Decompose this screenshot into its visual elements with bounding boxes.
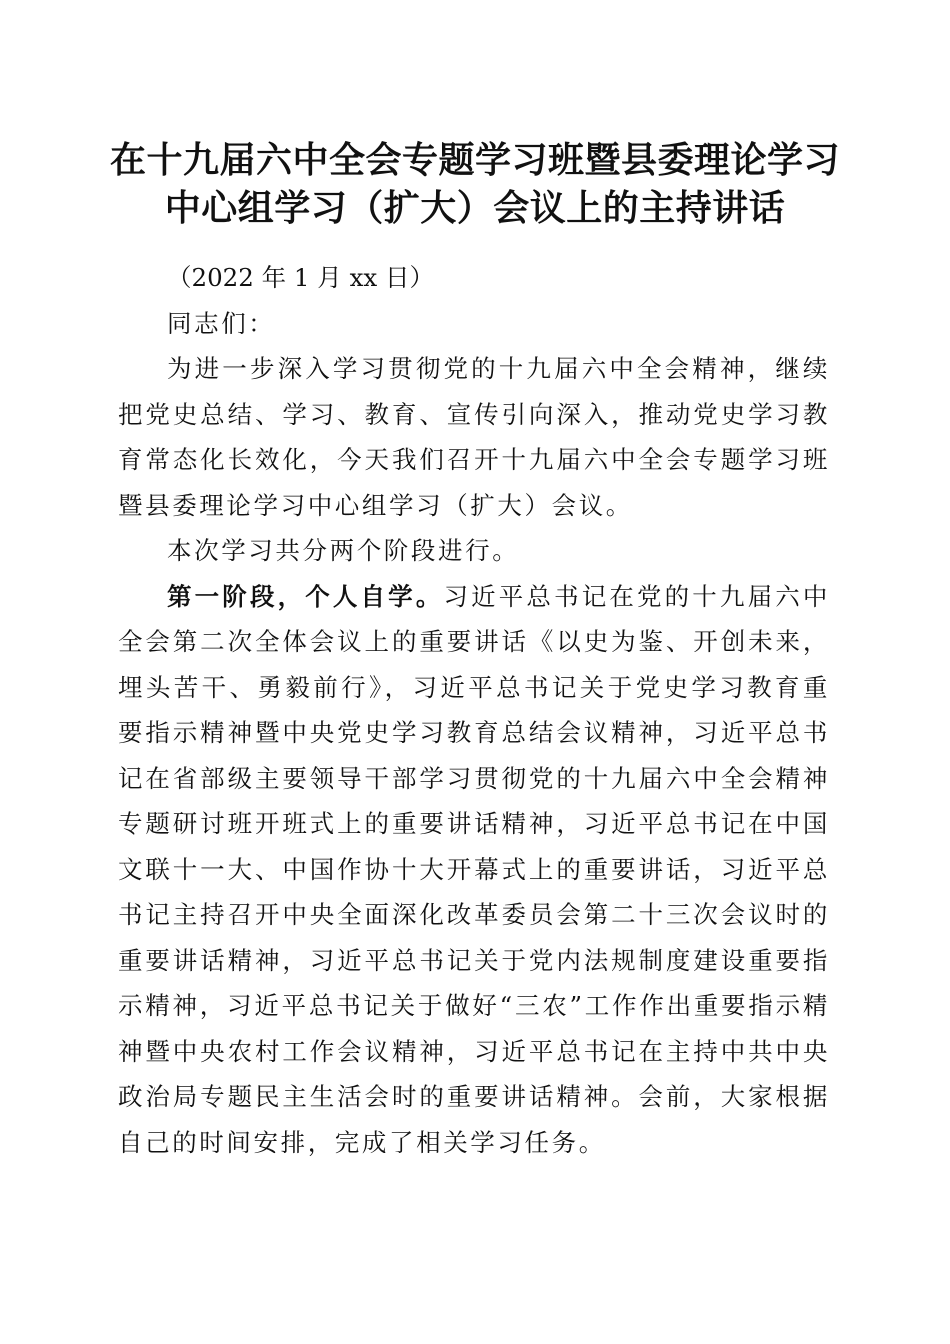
paragraph-3-lead: 第一阶段，个人自学。	[167, 581, 444, 611]
document-title	[100, 136, 850, 232]
paragraph-1: 为进一步深入学习贯彻党的十九届六中全会精神，继续把党史总结、学习、教育、宣传引向深入，推动党史学习教育常态化长效化，今天我们召开十九届六中全会专题学习班暨县委理论学习中心组学习（扩大）会议。	[118, 354, 830, 520]
document-body	[118, 255, 830, 1165]
paragraph-3	[118, 574, 830, 1166]
title-line-1: 在十九届六中全会专题学习班暨县委理论学习	[109, 139, 840, 181]
title-line-2: 中心组学习（扩大）会议上的主持讲话	[164, 187, 786, 229]
paragraph-3-body: 习近平总书记在党的十九届六中全会第二次全体会议上的重要讲话《以史为鉴、开创未来，埋头苦干、勇毅前行》，习近平总书记关于党史学习教育重要指示精神暨中央党史学习教育总结会议精神，习近平总书记在省部级主要领导干部学习贯彻党的十九届六中全会精神专题研讨班开班式上的重要讲话精神，习近平总书记在中国文联十一大、中国作协十大开幕式上的重要讲话，习近平总书记主持召开中央全面深化改革委员会第二十三次会议时的重要讲话精神，习近平总书记关于党内法规制度建设重要指示精神，习近平总书记关于做好“三农”工作作出重要指示精神暨中央农村工作会议精神，习近平总书记在主持中共中央政治局专题民主生活会时的重要讲话精神。会前，大家根据自己的时间安排，完成了相关学习任务。	[118, 581, 831, 1157]
paragraph-2: 本次学习共分两个阶段进行。	[167, 536, 520, 565]
salutation: 同志们：	[167, 308, 276, 338]
speech-date: （2022 年 1 月 xx 日）	[167, 263, 435, 292]
